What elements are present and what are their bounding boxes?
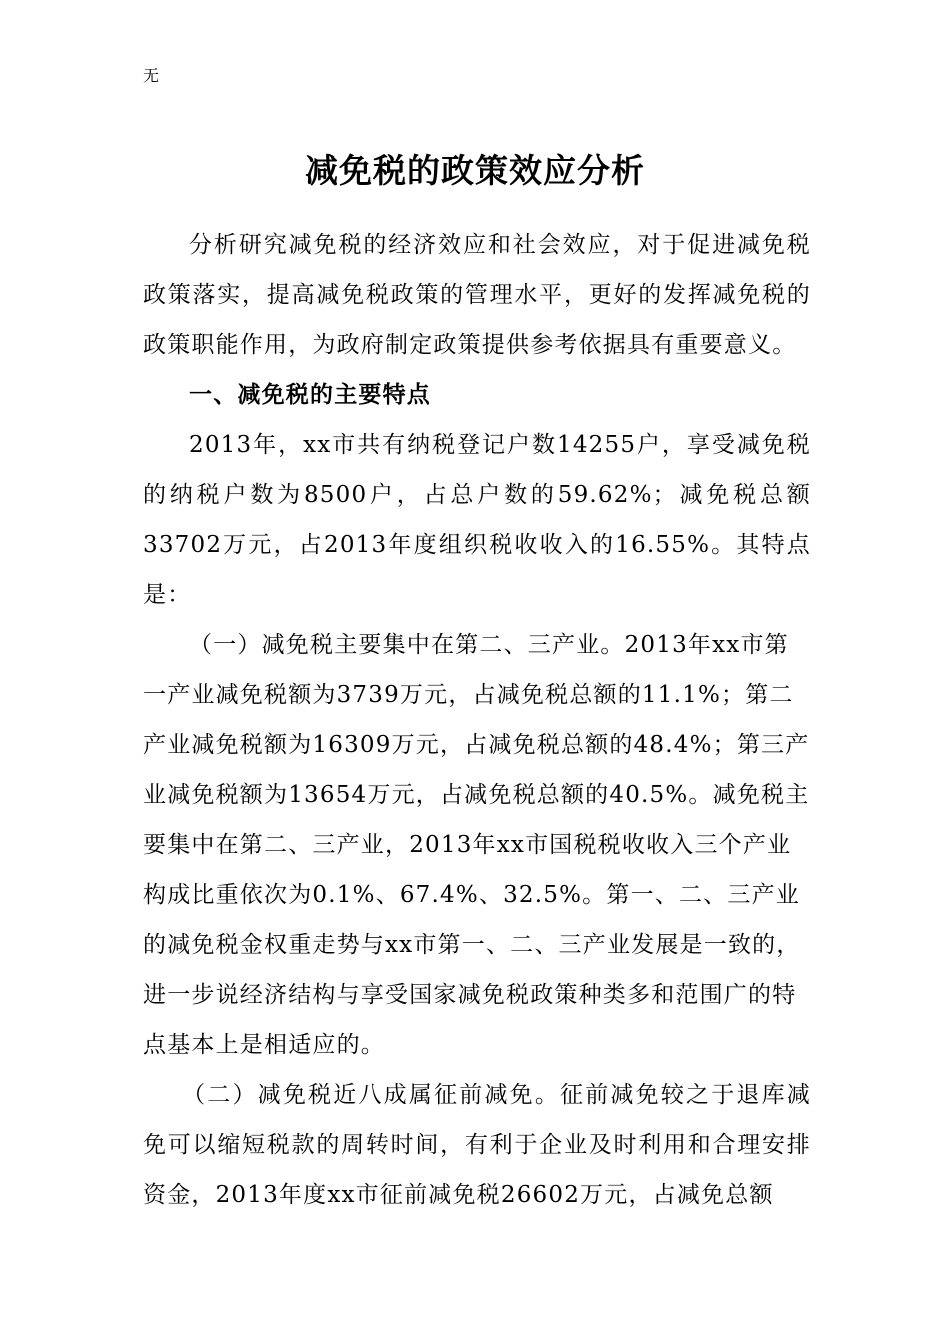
industry-paragraph: （一）减免税主要集中在第二、三产业。2013年xx市第一产业减免税额为3739万元，占减免税总额的11.1%；第二产业减免税额为16309万元，占减免税总额的48.4%；第三产业减免税额为13654万元，占减免税总额的40.5%。减免税主要集中在第二、三产业，2013年xx市国税税收收入三个产业构成比重依次为0.1%、67.4%、32.5%。第一、二、三产业的减免税金权重走势与xx市第一、二、三产业发展是一致的，进一步说经济结构与享受国家减免税政策种类多和范围广的特点基本上是相适应的。 <box>143 632 810 1058</box>
stats-paragraph: 2013年，xx市共有纳税登记户数14255户，享受减免税的纳税户数为8500户，占总户数的59.62%；减免税总额33702万元，占2013年度组织税收收入的16.55%。其特点是： <box>143 432 811 608</box>
document-title: 减免税的政策效应分析 <box>305 151 645 191</box>
header-note: 无 <box>143 66 160 85</box>
section-heading-1: 一、减免税的主要特点 <box>189 382 431 408</box>
document-body <box>143 220 811 1220</box>
intro-paragraph: 分析研究减免税的经济效应和社会效应，对于促进减免税政策落实，提高减免税政策的管理水平，更好的发挥减免税的政策职能作用，为政府制定政策提供参考依据具有重要意义。 <box>143 232 811 358</box>
pre-collection-paragraph: （二）减免税近八成属征前减免。征前减免较之于退库减免可以缩短税款的周转时间，有利于企业及时利用和合理安排资金，2013年度xx市征前减免税26602万元，占减免总额 <box>143 1082 811 1208</box>
